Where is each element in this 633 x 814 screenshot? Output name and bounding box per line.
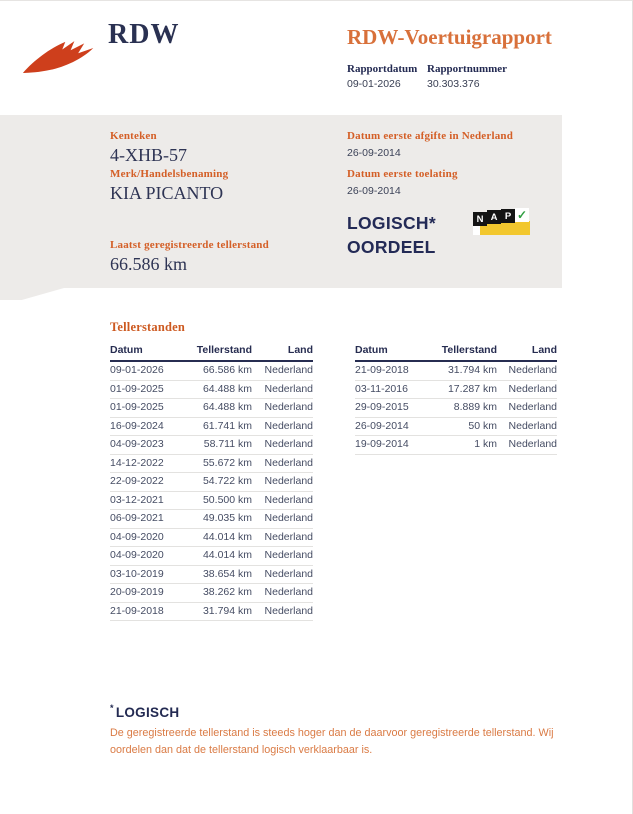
cell-land: Nederland xyxy=(264,586,313,598)
cell-datum: 21-09-2018 xyxy=(355,364,409,376)
tellerstanden-heading: Tellerstanden xyxy=(110,320,186,334)
vehicle-summary-panel xyxy=(0,115,562,288)
cell-land: Nederland xyxy=(264,567,313,580)
table-row xyxy=(355,418,557,437)
column-header-tellerstand: Tellerstand xyxy=(196,344,252,356)
kenteken-value: 4-XHB-57 xyxy=(110,145,187,165)
kenteken-field xyxy=(110,130,187,166)
oordeel-line2: OORDEEL xyxy=(347,237,436,257)
footnote-title-text: LOGISCH xyxy=(115,705,180,720)
footnote-title xyxy=(110,703,582,720)
kenteken-label: Kenteken xyxy=(110,130,157,142)
table-row xyxy=(110,529,313,548)
column-header-datum: Datum xyxy=(355,344,388,356)
cell-datum: 22-09-2022 xyxy=(110,475,164,487)
laatste-tellerstand-value: 66.586 km xyxy=(110,254,188,274)
footnote-asterisk: * xyxy=(110,703,114,713)
table-header-row xyxy=(110,342,313,362)
table-row xyxy=(110,603,313,622)
column-header-land: Land xyxy=(531,344,557,356)
toelating-value: 26-09-2014 xyxy=(347,185,401,197)
cell-tellerstand: 38.654 km xyxy=(202,567,252,580)
table-row xyxy=(110,362,313,381)
cell-land: Nederland xyxy=(264,604,313,617)
page-title: RDW-Voertuigrapport xyxy=(347,25,552,49)
nap-checkmark-icon: ✓ xyxy=(516,208,528,222)
cell-land: Nederland xyxy=(264,364,313,376)
table-header-row xyxy=(355,342,557,362)
cell-land: Nederland xyxy=(264,382,313,395)
cell-land: Nederland xyxy=(264,401,313,413)
cell-datum: 21-09-2018 xyxy=(110,604,164,617)
oordeel-line1: LOGISCH* xyxy=(347,213,436,233)
cell-tellerstand: 55.672 km xyxy=(202,456,252,469)
column-header-land: Land xyxy=(287,344,313,356)
cell-land: Nederland xyxy=(264,438,313,450)
laatste-tellerstand-label: Laatst geregistreerde tellerstand xyxy=(110,239,269,251)
nap-letter-n: N xyxy=(473,212,487,226)
cell-datum: 06-09-2021 xyxy=(110,512,164,524)
table-row xyxy=(110,455,313,474)
cell-datum: 03-10-2019 xyxy=(110,567,164,580)
cell-datum: 16-09-2024 xyxy=(110,419,164,432)
table-row xyxy=(110,584,313,603)
cell-land: Nederland xyxy=(508,401,557,413)
cell-datum: 26-09-2014 xyxy=(355,419,409,432)
afgifte-field xyxy=(347,130,513,159)
cell-tellerstand: 38.262 km xyxy=(202,586,252,598)
table-row xyxy=(110,547,313,566)
cell-tellerstand: 58.711 km xyxy=(203,438,252,450)
afgifte-value: 26-09-2014 xyxy=(347,147,401,159)
table-body-left xyxy=(110,362,313,621)
cell-tellerstand: 1 km xyxy=(474,438,497,450)
oordeel-verdict xyxy=(347,211,436,259)
rdw-feather-logo-icon xyxy=(18,23,102,79)
report-number-block xyxy=(427,63,507,90)
footnote-text: De geregistreerde tellerstand is steeds hoger dan de daarvoor geregistreerde tellerstand. Wij oordelen dan dat de tellerstand logisch verklaarbaar is. xyxy=(110,727,554,756)
toelating-field xyxy=(347,168,458,197)
cell-land: Nederland xyxy=(264,549,313,561)
cell-datum: 01-09-2025 xyxy=(110,382,164,395)
cell-tellerstand: 64.488 km xyxy=(202,382,252,395)
tables-wrap xyxy=(110,342,558,621)
tellerstanden-section xyxy=(110,320,558,621)
nap-logo xyxy=(473,208,530,238)
cell-tellerstand: 66.586 km xyxy=(202,364,252,376)
cell-land: Nederland xyxy=(508,419,557,432)
cell-tellerstand: 44.014 km xyxy=(202,530,252,543)
cell-tellerstand: 31.794 km xyxy=(447,364,497,376)
cell-land: Nederland xyxy=(508,364,557,376)
cell-land: Nederland xyxy=(264,512,313,524)
cell-datum: 04-09-2020 xyxy=(110,530,164,543)
column-header-datum: Datum xyxy=(110,344,143,356)
cell-land: Nederland xyxy=(508,438,557,450)
cell-datum: 04-09-2020 xyxy=(110,549,164,561)
report-date-value: 09-01-2026 xyxy=(347,78,401,90)
table-row xyxy=(110,473,313,492)
report-meta xyxy=(347,63,521,90)
afgifte-label: Datum eerste afgifte in Nederland xyxy=(347,130,514,142)
cell-land: Nederland xyxy=(264,493,313,506)
odometer-table-right xyxy=(355,342,557,455)
table-row xyxy=(110,566,313,585)
cell-land: Nederland xyxy=(264,530,313,543)
cell-land: Nederland xyxy=(264,475,313,487)
nap-letter-p: P xyxy=(501,209,515,223)
cell-datum: 03-11-2016 xyxy=(355,382,408,395)
merk-field xyxy=(110,168,228,204)
cell-tellerstand: 64.488 km xyxy=(202,401,252,413)
cell-tellerstand: 44.014 km xyxy=(202,549,252,561)
cell-datum: 29-09-2015 xyxy=(355,401,409,413)
cell-datum: 09-01-2026 xyxy=(110,364,164,376)
cell-tellerstand: 50 km xyxy=(468,419,497,432)
merk-value: KIA PICANTO xyxy=(110,183,224,203)
report-number-value: 30.303.376 xyxy=(427,78,480,90)
cell-datum: 14-12-2022 xyxy=(110,456,164,469)
table-row xyxy=(110,510,313,529)
cell-tellerstand: 49.035 km xyxy=(202,512,252,524)
report-date-block xyxy=(347,63,418,90)
report-number-label: Rapportnummer xyxy=(427,63,508,75)
cell-land: Nederland xyxy=(264,419,313,432)
panel-corner-notch xyxy=(0,288,64,300)
cell-datum: 04-09-2023 xyxy=(110,438,164,450)
cell-land: Nederland xyxy=(264,456,313,469)
table-row xyxy=(110,492,313,511)
table-body-right xyxy=(355,362,557,455)
logisch-footnote xyxy=(110,703,582,759)
odometer-table-left xyxy=(110,342,313,621)
table-row xyxy=(355,399,557,418)
table-row xyxy=(110,436,313,455)
cell-datum: 01-09-2025 xyxy=(110,401,164,413)
table-row xyxy=(110,418,313,437)
cell-tellerstand: 17.287 km xyxy=(447,382,497,395)
table-row xyxy=(110,381,313,400)
cell-land: Nederland xyxy=(508,382,557,395)
column-header-tellerstand: Tellerstand xyxy=(441,344,497,356)
cell-tellerstand: 50.500 km xyxy=(202,493,252,506)
cell-tellerstand: 8.889 km xyxy=(453,401,497,413)
nap-letter-a: A xyxy=(487,210,501,224)
merk-label: Merk/Handelsbenaming xyxy=(110,168,229,180)
table-row xyxy=(355,381,557,400)
laatste-tellerstand-field xyxy=(110,239,269,275)
table-row xyxy=(355,436,557,455)
cell-tellerstand: 61.741 km xyxy=(202,419,252,432)
cell-tellerstand: 31.794 km xyxy=(202,604,252,617)
rdw-logo-text: RDW xyxy=(108,19,180,50)
toelating-label: Datum eerste toelating xyxy=(347,168,458,180)
table-row xyxy=(355,362,557,381)
table-row xyxy=(110,399,313,418)
cell-datum: 19-09-2014 xyxy=(355,438,409,450)
cell-tellerstand: 54.722 km xyxy=(202,475,252,487)
cell-datum: 20-09-2019 xyxy=(110,586,164,598)
report-date-label: Rapportdatum xyxy=(347,63,418,75)
cell-datum: 03-12-2021 xyxy=(110,493,164,506)
